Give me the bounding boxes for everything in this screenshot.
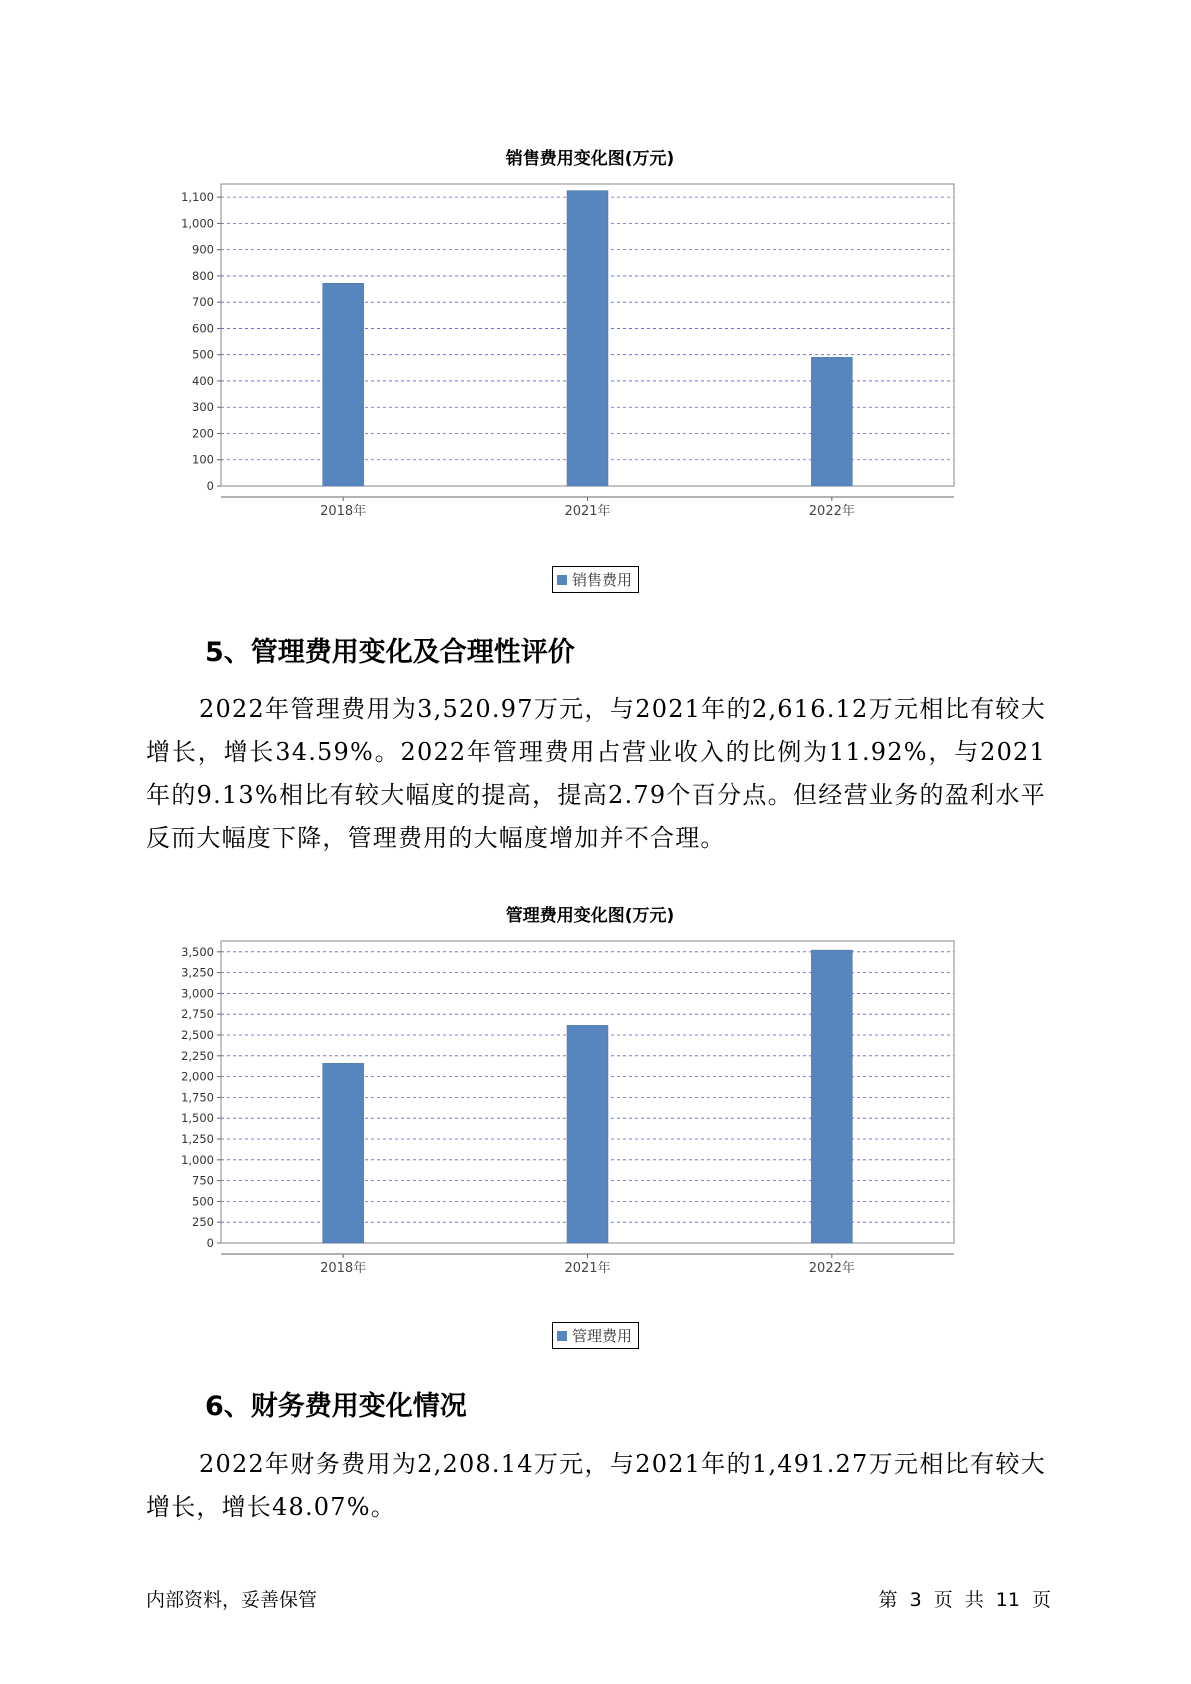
- y-tick-label: 600: [192, 321, 214, 336]
- footer-page-number: 第 3 页 共 11 页: [878, 1589, 1051, 1611]
- y-tick-label: 1,500: [181, 1111, 214, 1126]
- y-tick-label: 500: [192, 1194, 214, 1209]
- legend-label: 销售费用: [572, 571, 633, 589]
- y-tick-label: 3,500: [181, 944, 214, 959]
- bar: [811, 357, 852, 486]
- footer-confidential-note: 内部资料，妥善保管: [146, 1589, 318, 1611]
- y-tick-label: 250: [192, 1215, 214, 1230]
- y-tick-label: 1,750: [181, 1090, 214, 1105]
- y-tick-label: 2,250: [181, 1048, 214, 1063]
- y-tick-label: 2,500: [181, 1028, 214, 1043]
- y-tick-label: 100: [192, 452, 214, 467]
- legend-label: 管理费用: [572, 1327, 633, 1345]
- x-tick-label: 2021年: [564, 504, 611, 519]
- bar-chart-svg: [160, 140, 1020, 610]
- y-tick-label: 0: [206, 479, 214, 493]
- y-tick-label: 500: [192, 347, 214, 362]
- chart-title: 管理费用变化图(万元): [505, 906, 675, 926]
- x-tick-label: 2018年: [320, 504, 367, 519]
- y-tick-label: 700: [192, 295, 214, 310]
- y-tick-label: 3,250: [181, 965, 214, 980]
- x-tick-label: 2021年: [564, 1261, 611, 1276]
- y-tick-label: 2,750: [181, 1007, 214, 1022]
- chart-legend: [552, 566, 639, 593]
- chart-legend: [552, 1322, 639, 1349]
- section-paragraph: 2022年财务费用为2,208.14万元，与2021年的1,491.27万元相比有较大增长，增长48.07%。: [146, 1450, 1046, 1521]
- y-tick-label: 400: [192, 373, 214, 388]
- bar: [323, 283, 364, 486]
- y-tick-label: 1,100: [181, 190, 214, 205]
- legend-swatch: [557, 575, 567, 585]
- bar-chart-svg: [160, 897, 1020, 1367]
- y-tick-label: 3,000: [181, 986, 214, 1001]
- y-tick-label: 300: [192, 400, 214, 415]
- y-tick-label: 0: [206, 1236, 214, 1250]
- y-tick-label: 800: [192, 268, 214, 283]
- x-tick-label: 2022年: [808, 504, 855, 519]
- chart-title: 销售费用变化图(万元): [505, 149, 675, 169]
- y-tick-label: 900: [192, 242, 214, 257]
- bar: [567, 191, 608, 486]
- bar: [323, 1063, 364, 1243]
- x-tick-label: 2018年: [320, 1261, 367, 1276]
- bar: [811, 950, 852, 1243]
- y-tick-label: 200: [192, 426, 214, 441]
- y-tick-label: 1,250: [181, 1132, 214, 1147]
- y-tick-label: 750: [192, 1173, 214, 1188]
- legend-swatch: [557, 1331, 567, 1341]
- y-tick-label: 1,000: [181, 1152, 214, 1167]
- section-paragraph: 2022年管理费用为3,520.97万元，与2021年的2,616.12万元相比有较大增长，增长34.59%。2022年管理费用占营业收入的比例为11.92%，与2021年的9.13%相比有较大幅度的提高，提高2.79个百分点。但经营业务的盈利水平反而大幅度下降，管理费用的大幅度增加并不合理。: [146, 695, 1046, 852]
- sales-expense-chart: [160, 140, 1020, 610]
- y-tick-label: 1,000: [181, 216, 214, 231]
- x-tick-label: 2022年: [808, 1261, 855, 1276]
- section-heading: 6、财务费用变化情况: [205, 1391, 467, 1422]
- bar: [567, 1025, 608, 1243]
- y-tick-label: 2,000: [181, 1069, 214, 1084]
- section-heading: 5、管理费用变化及合理性评价: [205, 637, 575, 668]
- management-expense-chart: [160, 897, 1020, 1367]
